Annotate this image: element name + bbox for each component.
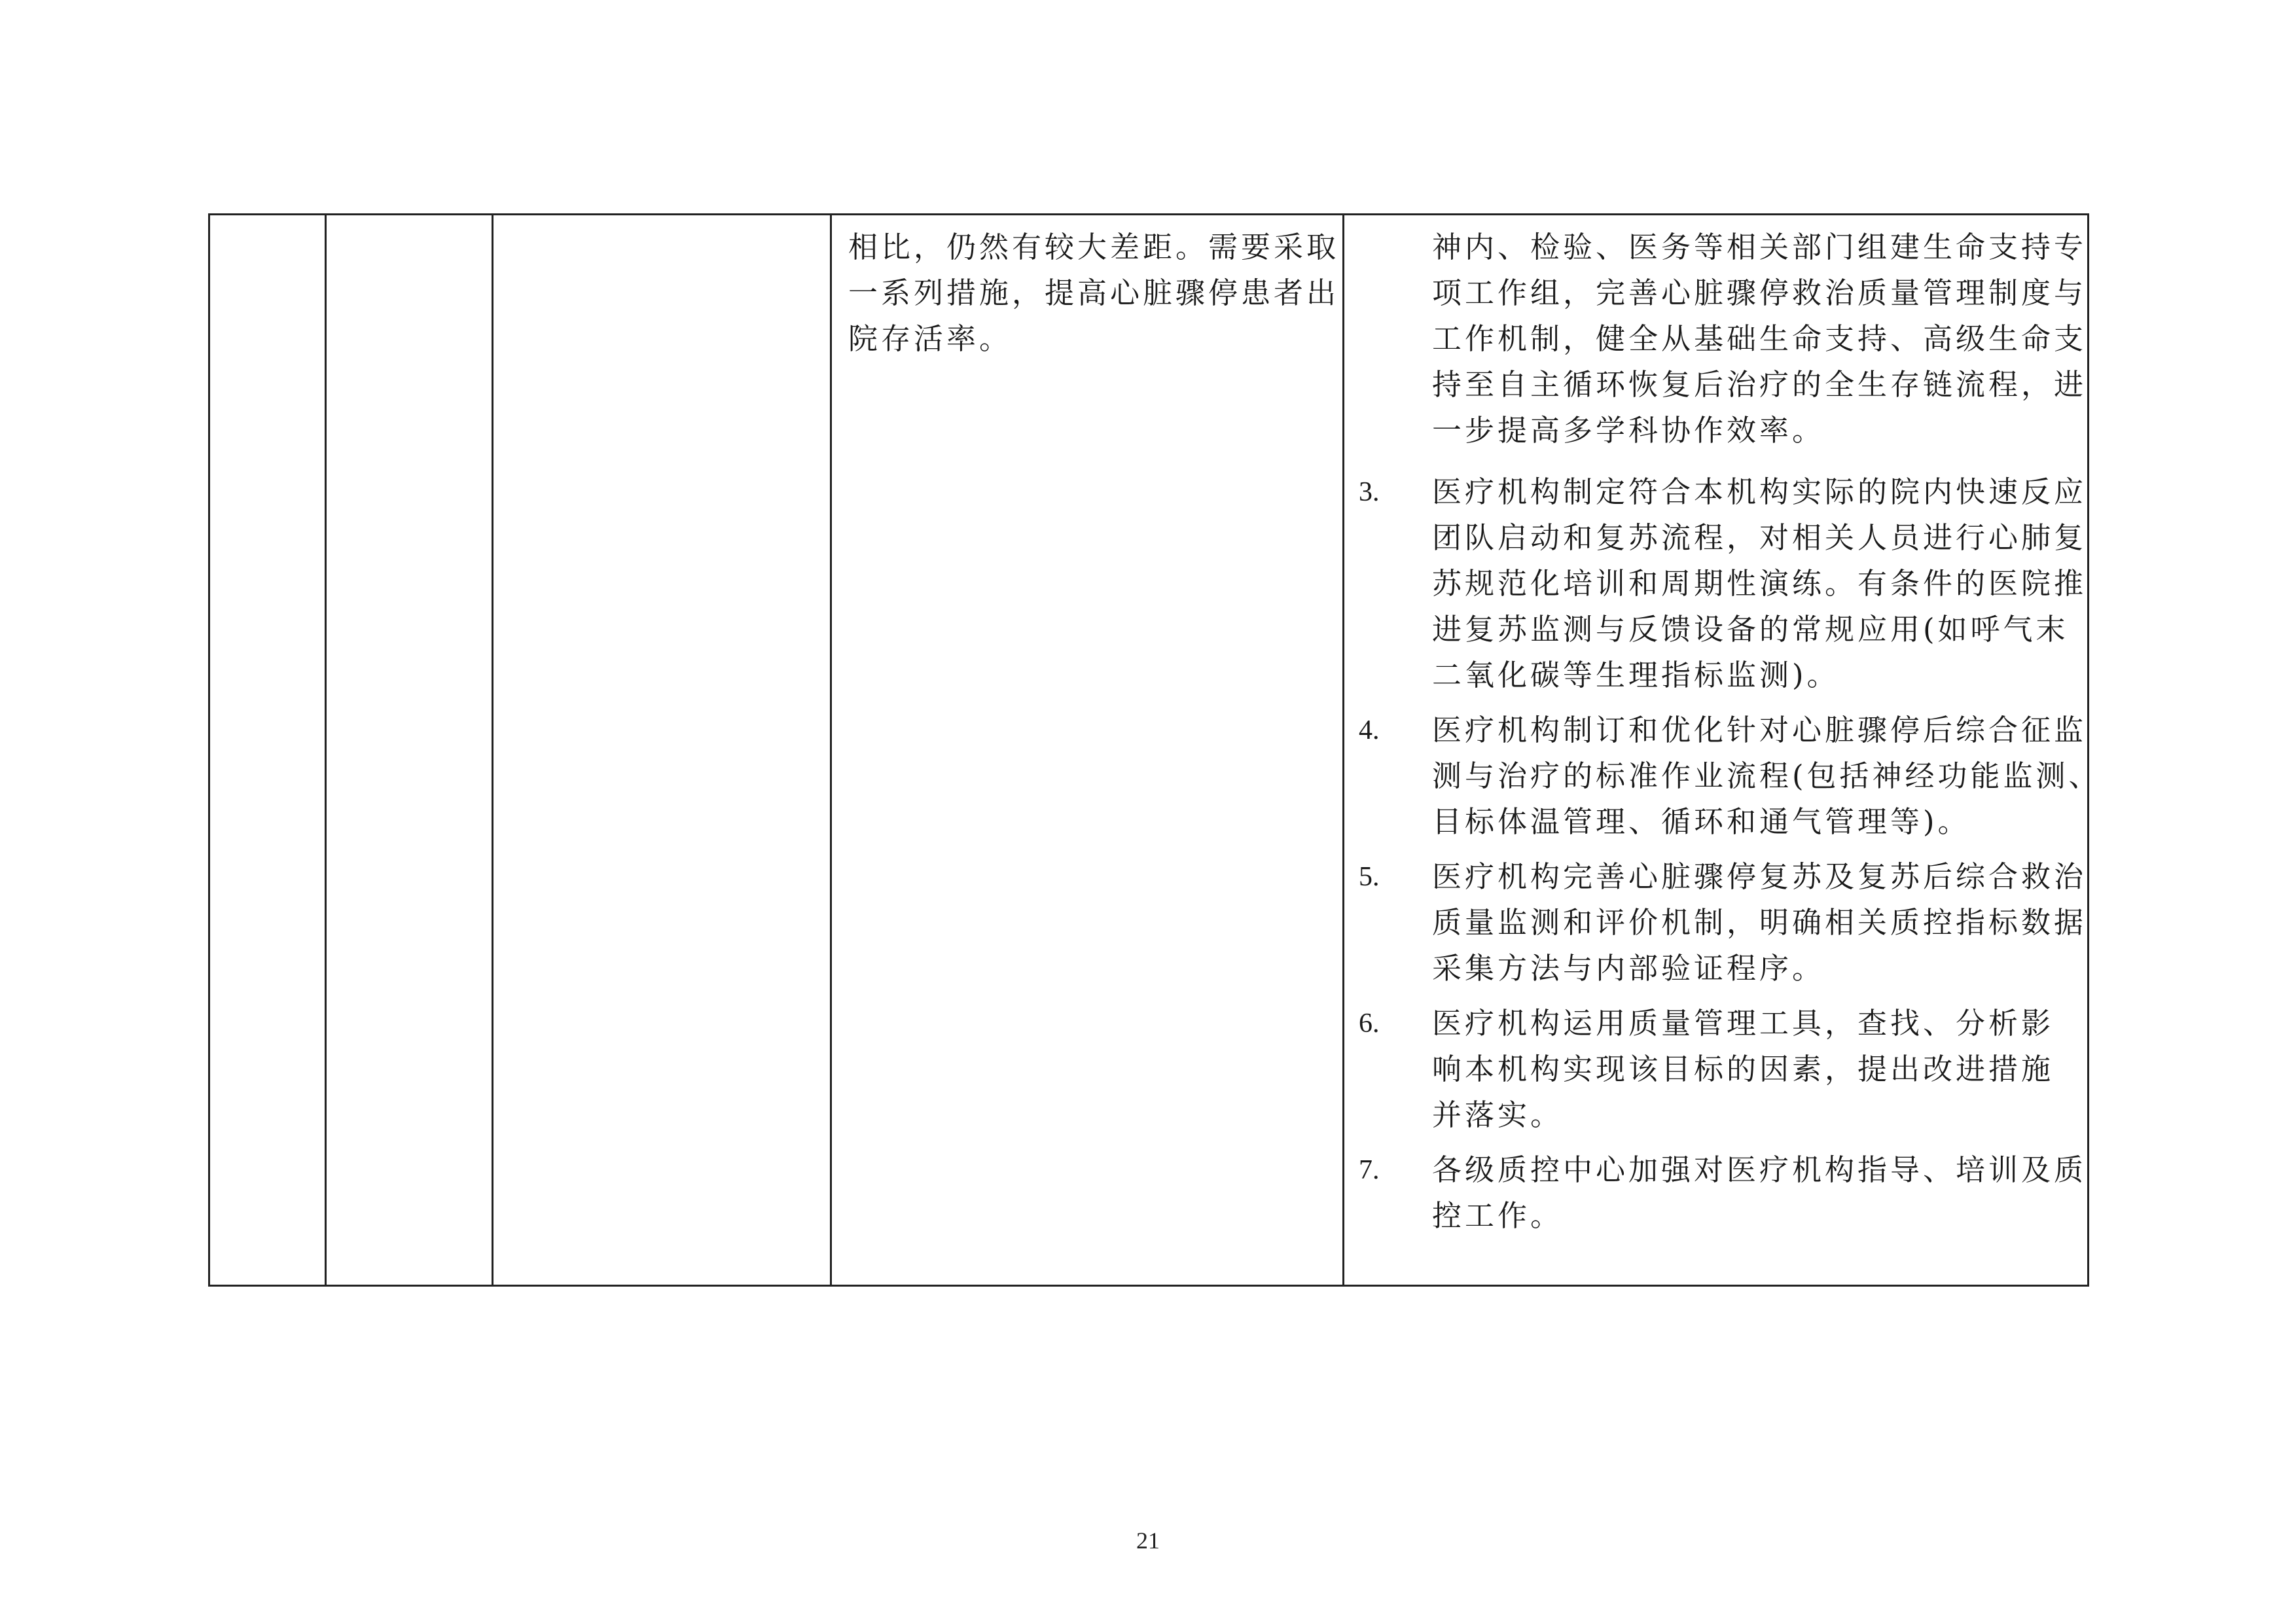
list-item-text: 医疗机构完善心脏骤停复苏及复苏后综合救治 质量监测和评价机制，明确相关质控指标数据 采集方法与内部验证程序。 (1432, 859, 2087, 986)
list-item-number: 3. (1359, 477, 1380, 507)
target-description-cell: 相比，仍然有较大差距。需要采取 一系列措施，提高心脏骤停患者出 院存活率。 (848, 230, 1340, 356)
measures-cell (1359, 224, 2102, 1233)
column-divider (830, 215, 832, 1285)
column-divider (325, 215, 327, 1285)
list-item-text: 医疗机构制订和优化针对心脏骤停后综合征监 测与治疗的标准作业流程(包括神经功能监测、 目标体温管理、循环和通气管理等)。 (1432, 713, 2102, 839)
content-table (208, 213, 2102, 1287)
column-divider (492, 215, 493, 1285)
list-item-number: 7. (1359, 1155, 1380, 1185)
measure-continuation: 神内、检验、医务等相关部门组建生命支持专 项工作组，完善心脏骤停救治质量管理制度与 工作机制，健全从基础生命支持、高级生命支 持至自主循环恢复后治疗的全生存链流程，进 一步提高多学科协作效率。 (1432, 230, 2087, 448)
list-item (1359, 469, 2087, 692)
column-divider (1342, 215, 1344, 1285)
list-item-number: 5. (1359, 862, 1380, 892)
list-item-text: 各级质控中心加强对医疗机构指导、培训及质 控工作。 (1432, 1152, 2087, 1233)
page-number: 21 (1136, 1527, 1160, 1554)
list-item-text: 医疗机构运用质量管理工具，查找、分析影 响本机构实现该目标的因素，提出改进措施 并落实。 (1432, 1006, 2054, 1132)
list-item-number: 6. (1359, 1008, 1380, 1039)
list-item-number: 4. (1359, 715, 1380, 745)
list-item-text: 医疗机构制定符合本机构实际的院内快速反应 团队启动和复苏流程，对相关人员进行心肺复 苏规范化培训和周期性演练。有条件的医院推 进复苏监测与反馈设备的常规应用(如呼气末 二氧化碳等生理指标监测)。 (1432, 474, 2087, 692)
list-item (1359, 1147, 2087, 1330)
